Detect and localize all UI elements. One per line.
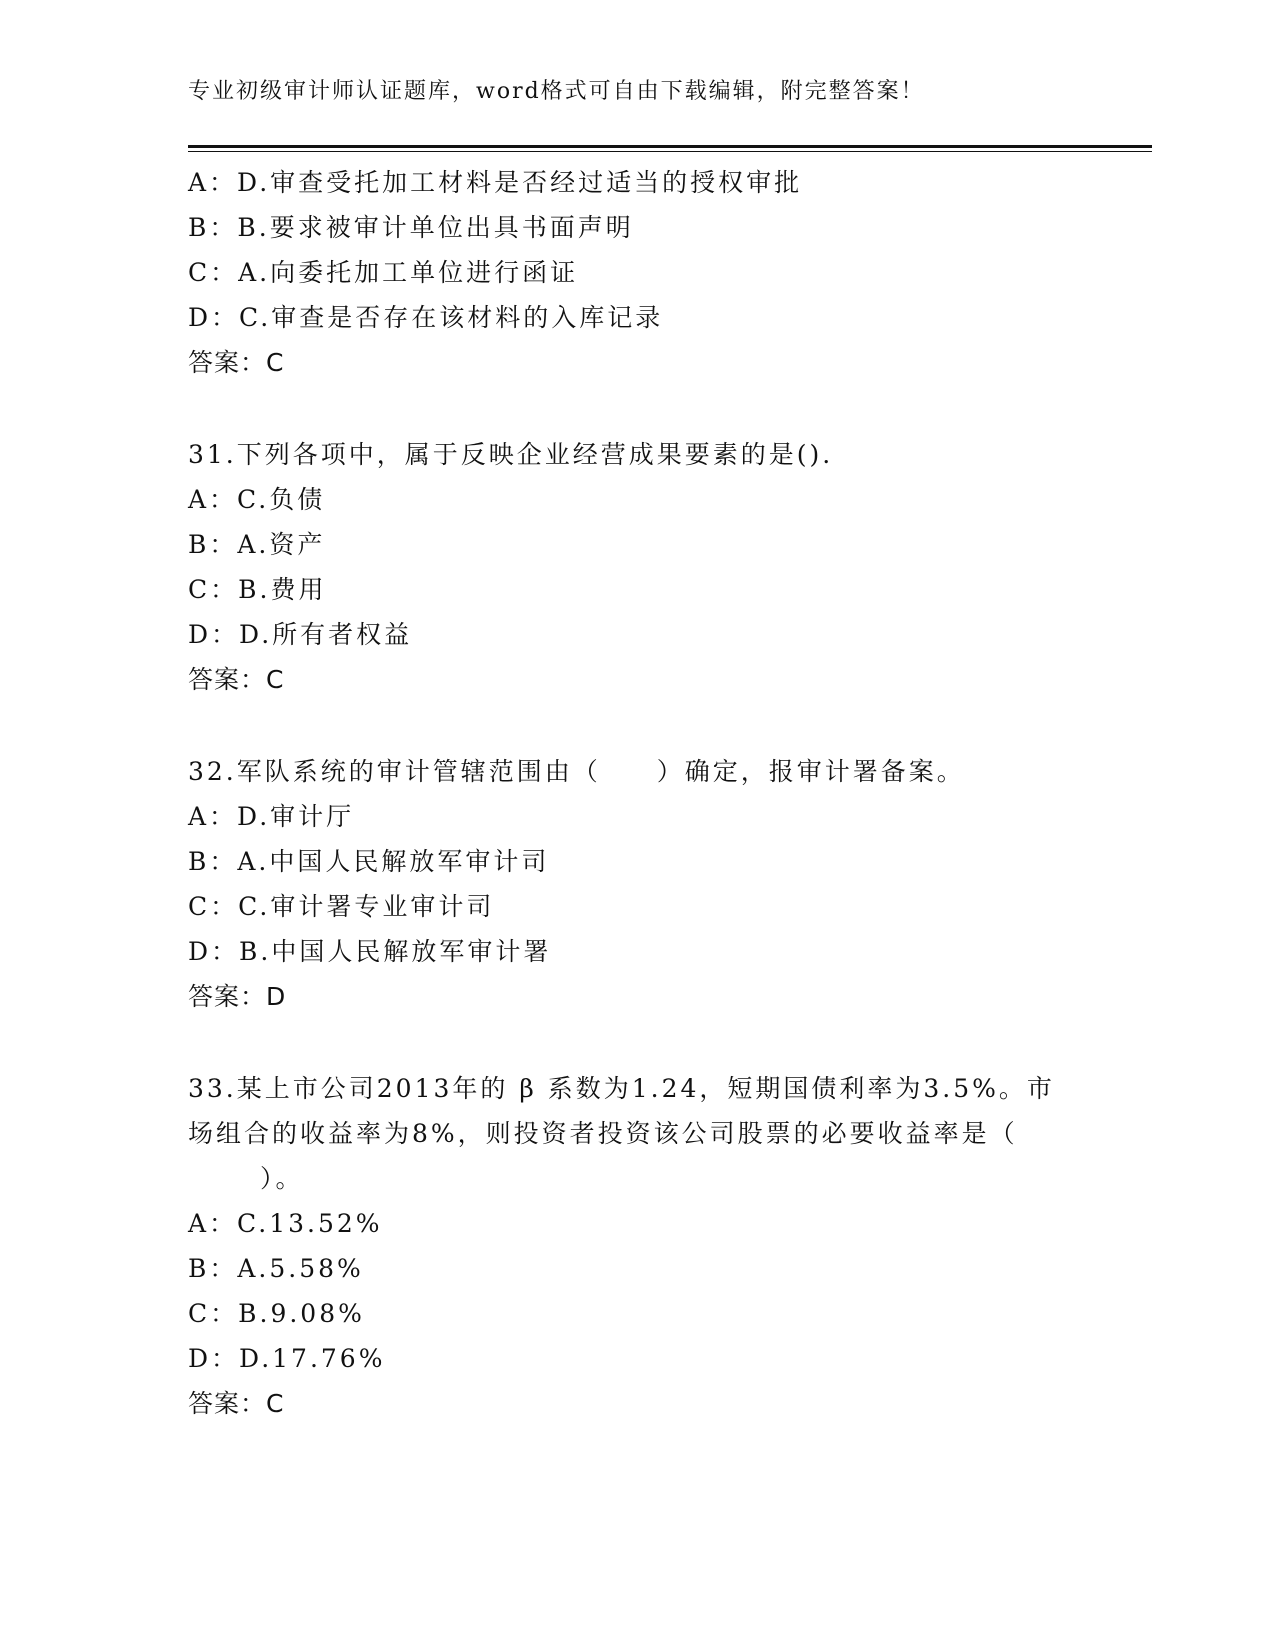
answer: 答案：D	[188, 982, 287, 1011]
question-30	[188, 160, 1088, 385]
question-33	[188, 1066, 1088, 1426]
option-a: A：D.审计厅	[188, 802, 355, 831]
answer: 答案：C	[188, 665, 285, 694]
option-a: A：C.负债	[188, 485, 326, 514]
option-a: A：C.13.52%	[188, 1209, 383, 1238]
option-d: D：D.所有者权益	[188, 620, 413, 649]
option-c: C：C.审计署专业审计司	[188, 892, 495, 921]
option-d: D：B.中国人民解放军审计署	[188, 937, 552, 966]
option-b: B：A.资产	[188, 530, 326, 559]
option-d: D：C.审查是否存在该材料的入库记录	[188, 303, 664, 332]
question-stem: 31.下列各项中，属于反映企业经营成果要素的是().	[188, 440, 834, 469]
option-c: C：B.9.08%	[188, 1299, 365, 1328]
header-rule-thick	[188, 145, 1152, 148]
option-c: C：B.费用	[188, 575, 327, 604]
option-b: B：A.5.58%	[188, 1254, 364, 1283]
answer: 答案：C	[188, 348, 285, 377]
stem-line-2: 场组合的收益率为8%，则投资者投资该公司股票的必要收益率是（	[188, 1119, 1018, 1148]
option-c: C：A.向委托加工单位进行函证	[188, 258, 579, 287]
option-a: A：D.审查受托加工材料是否经过适当的授权审批	[188, 168, 803, 197]
stem-line-3: ）。	[260, 1164, 304, 1193]
question-stem: 32.军队系统的审计管辖范围由（ ）确定，报审计署备案。	[188, 757, 965, 786]
answer: 答案：C	[188, 1389, 285, 1418]
question-stem	[188, 1066, 1055, 1201]
question-32	[188, 749, 1088, 1019]
question-content	[188, 160, 1088, 1426]
option-b: B：A.中国人民解放军审计司	[188, 847, 550, 876]
question-31	[188, 432, 1088, 702]
stem-line-1: 33.某上市公司2013年的 β 系数为1.24，短期国债利率为3.5%。市	[188, 1074, 1055, 1103]
page-header: 专业初级审计师认证题库，word格式可自由下载编辑，附完整答案！	[188, 79, 925, 104]
header-rule-thin	[188, 151, 1152, 152]
option-d: D：D.17.76%	[188, 1344, 386, 1373]
option-b: B：B.要求被审计单位出具书面声明	[188, 213, 634, 242]
